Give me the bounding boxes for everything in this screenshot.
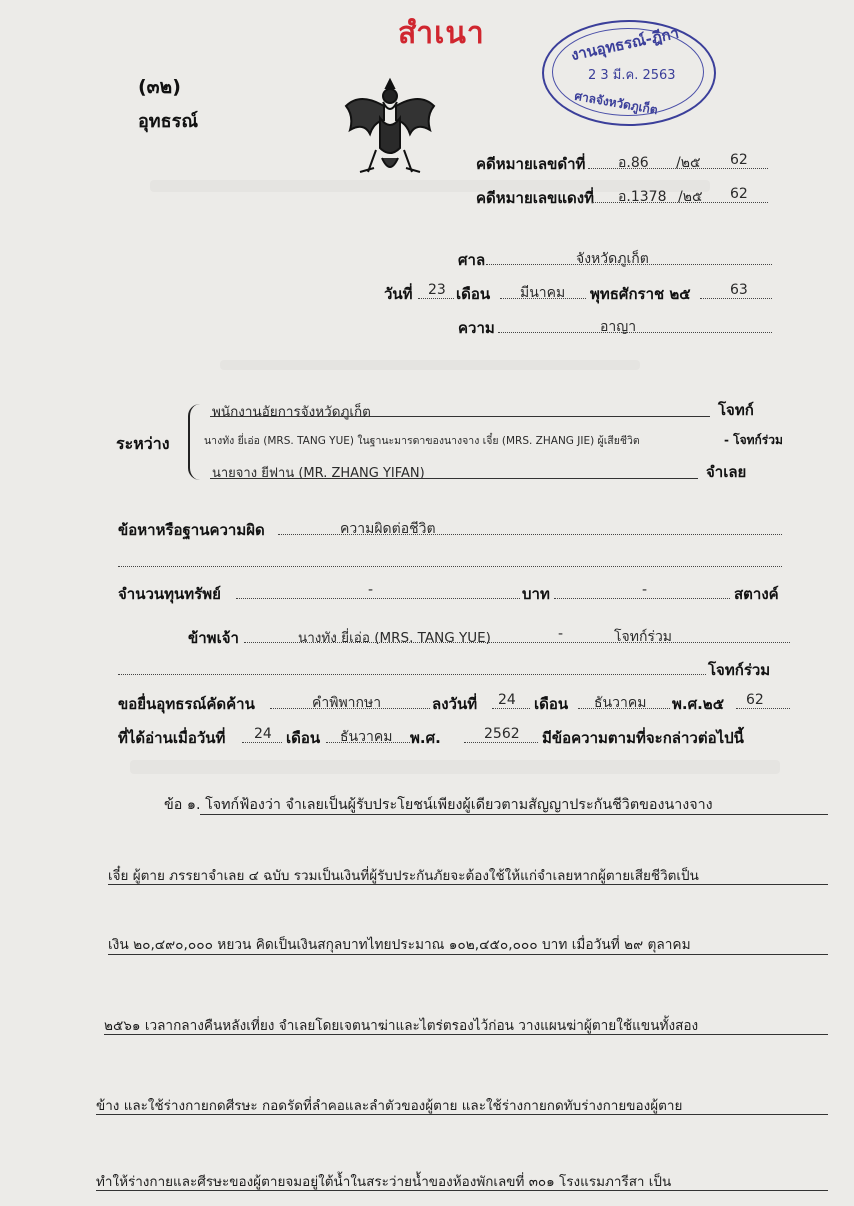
read-day: 24 <box>254 726 272 742</box>
matter-value: อาญา <box>600 319 637 335</box>
body-line-4: ๒๕๖๑ เวลากลางคืนหลังเที่ยง จำเลยโดยเจตนาฆ่าและไตร่ตรองไว้ก่อน วางแผนฆ่าผู้ตายใช้แขนทั้งสอง <box>104 1018 699 1034</box>
read-month: ธันวาคม <box>340 729 393 745</box>
read-date-label: ที่ได้อ่านเมื่อวันที่ <box>118 729 226 747</box>
black-case-year: 62 <box>730 152 748 168</box>
form-number: (๓๒) <box>138 76 181 98</box>
body-line-5: ข้าง และใช้ร่างกายกดศีรษะ กอดรัดที่ลำคอและลำตัวของผู้ตาย และใช้ร่างกายกดทับร่างกายของผู้ตาย <box>96 1098 683 1114</box>
era-label: พุทธศักราช ๒๕ <box>590 285 691 303</box>
appeal-label: ขอยื่นอุทธรณ์คัดค้าน <box>118 695 255 713</box>
appeal-tail-text: มีข้อความตามที่จะกล่าวต่อไปนี้ <box>542 729 744 747</box>
applicant-label: ข้าพเจ้า <box>188 629 239 647</box>
date-year: 63 <box>730 282 748 298</box>
appeal-dated-label: ลงวันที่ <box>432 695 478 713</box>
stamp-bottom-text: ศาลจังหวัดภูเก็ต <box>573 88 659 118</box>
charge-value: ความผิดต่อชีวิต <box>340 521 436 537</box>
red-case-year: 62 <box>730 186 748 202</box>
applicant-dash: - <box>558 626 564 642</box>
defendant-role: จำเลย <box>706 463 747 481</box>
body-line-1: ข้อ ๑. โจทก์ฟ้องว่า จำเลยเป็นผู้รับประโยชน์เพียงผู้เดียวตามสัญญาประกันชีวิตของนางจาง <box>164 797 713 813</box>
body-line-2: เจี๋ย ผู้ตาย ภรรยาจำเลย ๔ ฉบับ รวมเป็นเงินที่ผู้รับประกันภัยจะต้องใช้ให้แก่จำเลยหากผู้ตายเสียชีวิตเป็น <box>108 868 699 884</box>
co-plaintiff-role: - โจทก์ร่วม <box>724 433 783 447</box>
applicant-name: นางทัง ยี่เอ่อ (MRS. TANG YUE) <box>298 630 491 646</box>
appeal-year: 62 <box>746 692 764 708</box>
capital-satang-value: - <box>642 582 648 598</box>
date-month: มีนาคม <box>520 285 566 301</box>
date-day: 23 <box>428 282 446 298</box>
date-label: วันที่ <box>384 285 413 303</box>
co-plaintiff-name: นางทัง ยี่เอ่อ (MRS. TANG YUE) ในฐานะมารดาของนางจาง เจี๋ย (MRS. ZHANG JIE) ผู้เสียชีวิต <box>204 435 640 447</box>
month-label: เดือน <box>456 285 491 303</box>
baht-label: บาท <box>522 585 550 603</box>
red-case-label: คดีหมายเลขแดงที่ <box>476 189 594 207</box>
charge-label: ข้อหาหรือฐานความผิด <box>118 521 265 539</box>
body-line-6: ทำให้ร่างกายและศีรษะของผู้ตายจมอยู่ใต้น้ำในสระว่ายน้ำของห้องพักเลขที่ ๓๐๑ โรงแรมภารีสา เป็น <box>96 1174 672 1190</box>
appeal-day: 24 <box>498 692 516 708</box>
satang-label: สตางค์ <box>734 585 779 603</box>
capital-baht-value: - <box>368 582 374 598</box>
copy-stamp: สำเนา <box>398 16 485 51</box>
read-year: 2562 <box>484 726 520 742</box>
appeal-month: ธันวาคม <box>594 695 647 711</box>
plaintiff-name: พนักงานอัยการจังหวัดภูเก็ต <box>212 404 371 420</box>
applicant-role: โจทก์ร่วม <box>614 629 673 645</box>
stamp-date: 2 3 มี.ค. 2563 <box>588 68 676 83</box>
black-case-year-prefix: /๒๕ <box>676 155 701 171</box>
black-case-label: คดีหมายเลขดำที่ <box>476 155 586 173</box>
between-label: ระหว่าง <box>116 434 170 453</box>
matter-label: ความ <box>458 319 495 337</box>
appeal-year-label: พ.ศ.๒๕ <box>672 695 725 713</box>
read-year-label: พ.ศ. <box>410 729 441 747</box>
red-case-number: อ.1378 <box>618 189 667 205</box>
appeal-month-label: เดือน <box>534 695 569 713</box>
applicant-role-2: โจทก์ร่วม <box>708 661 771 679</box>
garuda-emblem-icon <box>340 72 440 182</box>
body-line-3: เงิน ๒๐,๔๙๐,๐๐๐ หยวน คิดเป็นเงินสกุลบาทไทยประมาณ ๑๐๒,๔๕๐,๐๐๐ บาท เมื่อวันที่ ๒๙ ตุลาคม <box>108 937 691 953</box>
read-month-label: เดือน <box>286 729 321 747</box>
black-case-number: อ.86 <box>618 155 649 171</box>
appeal-object: คำพิพากษา <box>312 695 382 711</box>
court-value: จังหวัดภูเก็ต <box>576 251 649 267</box>
plaintiff-role: โจทก์ <box>718 401 754 419</box>
red-case-year-prefix: /๒๕ <box>678 189 703 205</box>
form-title: อุทธรณ์ <box>138 111 199 132</box>
capital-label: จำนวนทุนทรัพย์ <box>118 585 221 603</box>
received-stamp <box>542 20 716 126</box>
defendant-name: นายจาง ยีฟาน (MR. ZHANG YIFAN) <box>212 466 425 481</box>
stamp-top-text: งานอุทธรณ์-ฎีกา <box>569 23 681 65</box>
court-label: ศาล <box>458 251 486 269</box>
